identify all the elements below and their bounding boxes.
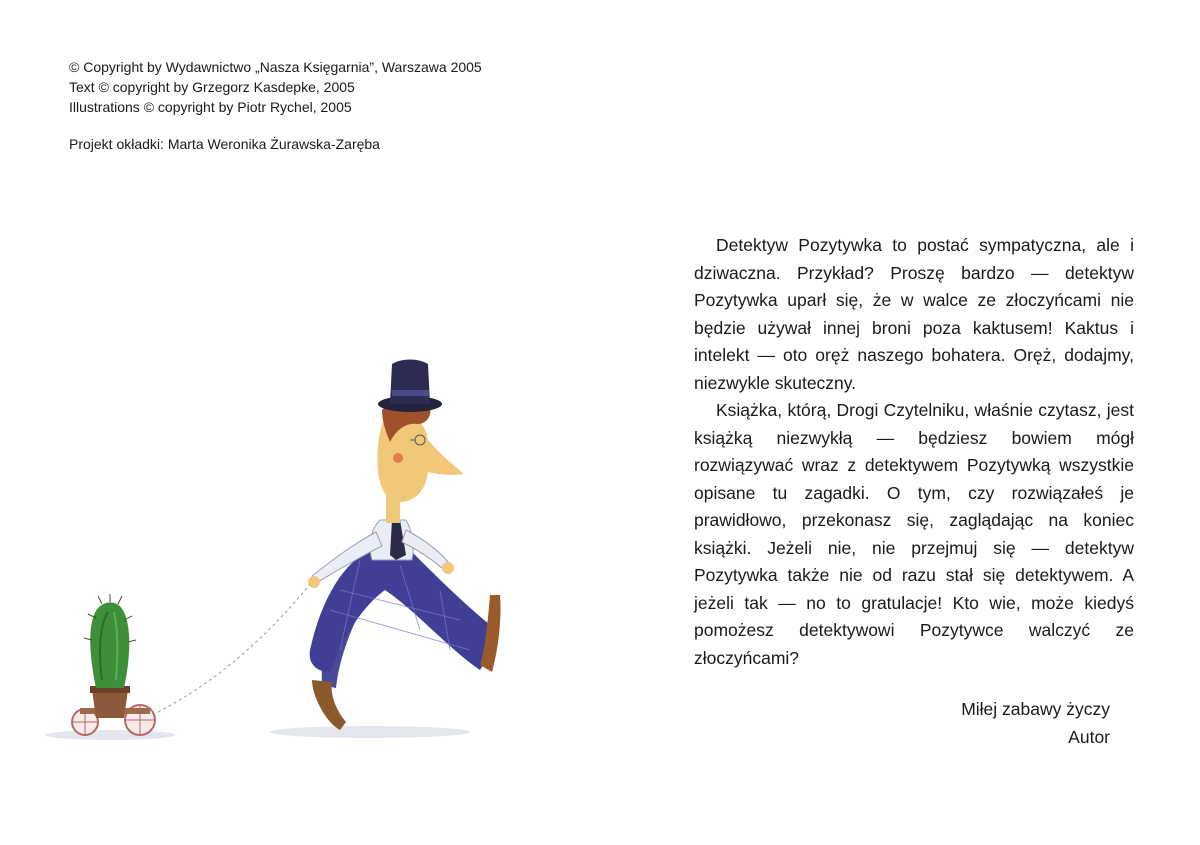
top-hat-crown: [390, 360, 430, 405]
cover-design-credit: Projekt okładki: Marta Weronika Żurawska-Zaręba: [69, 136, 380, 152]
ground-shadow: [45, 730, 175, 740]
detective-cheek: [393, 453, 403, 463]
copyright-text: Text © copyright by Grzegorz Kasdepke, 2005: [69, 79, 355, 95]
author-signoff: [961, 696, 1110, 751]
paragraph: Książka, którą, Drogi Czytelniku, właśnie czytasz, jest książką niezwykłą — będziesz bowiem mógł rozwiązywać wraz z detektywem Pozytywką wszystkie opisane tu zagadki. O tym, czy rozwiązałeś je prawidłowo, przekonasz się, zaglądając na koniec książki. Jeżeli nie, nie przejmuj się — detektyw Pozytywka także nie od razu stał się detektywem. A jeżeli tak — no to gratulacje! Kto wie, może kiedyś pomożesz detektywowi Pozytywce walczyć ze złoczyńcami?: [694, 400, 1134, 668]
signoff-author: Autor: [1068, 726, 1110, 747]
paragraph: Detektyw Pozytywka to postać sympatyczna, ale i dziwaczna. Przykład? Proszę bardzo — detektyw Pozytywka uparł się, że w walce ze złoczyńcami nie będzie używał innej broni poza kaktusem! Kaktus i intelekt — oto oręż naszego bohatera. Oręż, dodajmy, niezwykle skuteczny.: [694, 235, 1134, 393]
detective-right-hand: [442, 562, 454, 574]
signoff-greeting: Miłej zabawy życzy: [961, 699, 1110, 719]
leash-line: [158, 582, 312, 712]
detective-with-cactus-icon: [40, 350, 520, 750]
cactus-pot: [92, 690, 128, 718]
copyright-illustrations: Illustrations © copyright by Piotr Rychel, 2005: [69, 99, 352, 115]
detective-back-shoe: [312, 680, 346, 730]
copyright-block: [69, 57, 482, 117]
detective-left-hand: [308, 576, 320, 588]
introduction-text: [694, 232, 1134, 672]
ground-shadow: [270, 726, 470, 738]
cactus-body: [90, 602, 129, 688]
copyright-publisher: © Copyright by Wydawnictwo „Nasza Księgarnia”, Warszawa 2005: [69, 59, 482, 75]
